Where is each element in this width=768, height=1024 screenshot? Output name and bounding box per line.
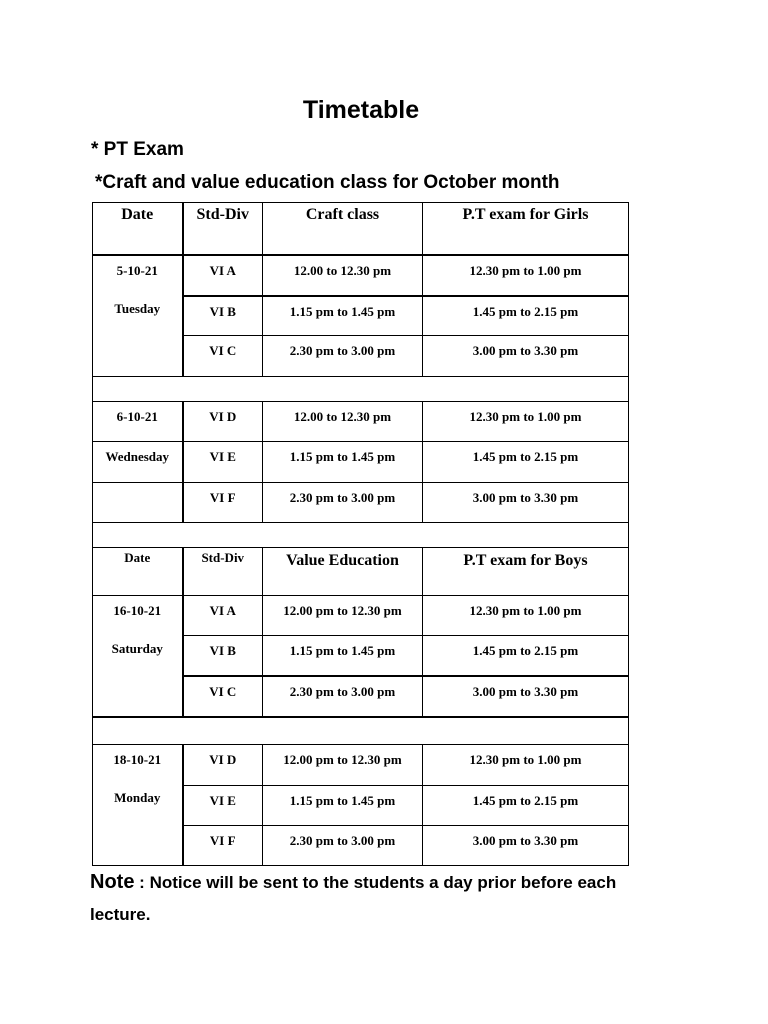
pt-cell: 12.30 pm to 1.00 pm xyxy=(423,745,629,786)
std-cell: VI C xyxy=(183,676,263,717)
activity-cell: 1.15 pm to 1.45 pm xyxy=(263,442,423,483)
std-cell: VI A xyxy=(183,255,263,296)
date-cell: 5-10-21 Tuesday xyxy=(93,255,183,377)
note-label: Note xyxy=(90,871,135,893)
std-cell: VI D xyxy=(183,402,263,442)
note-text: Notice will be sent to the students a day prior before each lecture. xyxy=(90,873,617,924)
pt-cell: 1.45 pm to 2.15 pm xyxy=(423,296,629,336)
note-separator: : xyxy=(134,873,150,892)
header-std-div: Std-Div xyxy=(183,548,263,596)
pt-cell: 12.30 pm to 1.00 pm xyxy=(423,596,629,636)
activity-cell: 2.30 pm to 3.00 pm xyxy=(263,483,423,523)
page-title: Timetable xyxy=(302,96,420,124)
pt-cell: 1.45 pm to 2.15 pm xyxy=(423,442,629,483)
header-value-education: Value Education xyxy=(263,548,423,596)
date-cell: 6-10-21 xyxy=(93,402,183,442)
header-pt-girls: P.T exam for Girls xyxy=(423,203,629,255)
std-cell: VI B xyxy=(183,296,263,336)
std-cell: VI E xyxy=(183,786,263,826)
pt-cell: 1.45 pm to 2.15 pm xyxy=(423,636,629,676)
std-cell: VI F xyxy=(183,826,263,866)
activity-cell: 1.15 pm to 1.45 pm xyxy=(263,636,423,676)
pt-cell: 3.00 pm to 3.30 pm xyxy=(423,483,629,523)
day-cell: Wednesday xyxy=(93,442,183,483)
table-row xyxy=(93,596,629,636)
std-cell: VI E xyxy=(183,442,263,483)
std-cell: VI F xyxy=(183,483,263,523)
pt-cell: 3.00 pm to 3.30 pm xyxy=(423,336,629,377)
table-row xyxy=(93,402,629,442)
pt-cell: 12.30 pm to 1.00 pm xyxy=(423,402,629,442)
table-row xyxy=(93,745,629,786)
date-cell: 16-10-21 Saturday xyxy=(93,596,183,717)
header-std-div: Std-Div xyxy=(183,203,263,255)
table-header-row xyxy=(93,203,629,255)
std-cell: VI D xyxy=(183,745,263,786)
table-row xyxy=(93,483,629,523)
spacer-row xyxy=(93,717,629,745)
date-cell-empty xyxy=(93,483,183,523)
header-date: Date xyxy=(93,548,183,596)
activity-cell: 1.15 pm to 1.45 pm xyxy=(263,296,423,336)
activity-cell: 12.00 to 12.30 pm xyxy=(263,402,423,442)
std-cell: VI A xyxy=(183,596,263,636)
note-paragraph xyxy=(90,866,650,931)
pt-cell: 1.45 pm to 2.15 pm xyxy=(423,786,629,826)
header-date: Date xyxy=(93,203,183,255)
activity-cell: 2.30 pm to 3.00 pm xyxy=(263,676,423,717)
pt-cell: 3.00 pm to 3.30 pm xyxy=(423,676,629,717)
pt-cell: 3.00 pm to 3.30 pm xyxy=(423,826,629,866)
subtitle-craft-value: *Craft and value education class for October month xyxy=(95,172,560,193)
table-row xyxy=(93,442,629,483)
activity-cell: 2.30 pm to 3.00 pm xyxy=(263,336,423,377)
activity-cell: 12.00 pm to 12.30 pm xyxy=(263,745,423,786)
activity-cell: 2.30 pm to 3.00 pm xyxy=(263,826,423,866)
pt-cell: 12.30 pm to 1.00 pm xyxy=(423,255,629,296)
table-header-row xyxy=(93,548,629,596)
std-cell: VI C xyxy=(183,336,263,377)
std-cell: VI B xyxy=(183,636,263,676)
table-row xyxy=(93,255,629,296)
activity-cell: 1.15 pm to 1.45 pm xyxy=(263,786,423,826)
activity-cell: 12.00 pm to 12.30 pm xyxy=(263,596,423,636)
activity-cell: 12.00 to 12.30 pm xyxy=(263,255,423,296)
timetable xyxy=(92,202,629,866)
subtitle-pt-exam: * PT Exam xyxy=(91,139,184,160)
header-craft-class: Craft class xyxy=(263,203,423,255)
header-pt-boys: P.T exam for Boys xyxy=(423,548,629,596)
spacer-row xyxy=(93,523,629,548)
date-cell: 18-10-21 Monday xyxy=(93,745,183,866)
spacer-row xyxy=(93,377,629,402)
